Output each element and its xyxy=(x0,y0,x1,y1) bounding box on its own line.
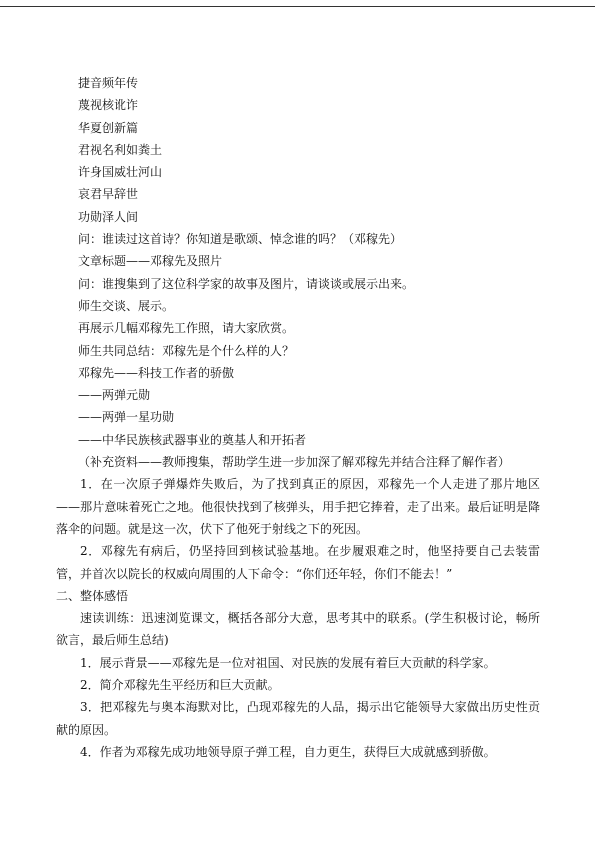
intro-discussion xyxy=(56,228,540,473)
section-paragraph: 4．作者为邓稼先成功地领导原子弹工程，自力更生，获得巨大成就感到骄傲。 xyxy=(80,744,496,759)
section-paragraph: 速读训练：迅速浏览课文，概括各部分大意，思考其中的联系。(学生积极讨论，畅所欲言，最后师生总结) xyxy=(56,611,540,648)
poem-line: 哀君早辞世 xyxy=(78,187,139,202)
section-paragraph: 3．把邓稼先与奥本海默对比，凸现邓稼先的人品，揭示出它能领导大家做出历史性贡献的原因。 xyxy=(56,700,540,737)
poem-line: 捷音频年传 xyxy=(78,76,139,90)
poem-line: 功勋泽人间 xyxy=(78,209,139,224)
page-header-rule xyxy=(0,6,595,7)
honor-line: ——中华民族核武器事业的奠基人和开拓者 xyxy=(78,432,307,447)
poem xyxy=(56,72,540,228)
section-paragraph: 1．展示背景——邓稼先是一位对祖国、对民族的发展有着巨大贡献的科学家。 xyxy=(80,655,496,670)
story-paragraph: 2．邓稼先有病后，仍坚持回到核试验基地。在步履艰难之时，他坚持要自己去装雷管，并首次以院长的权威向周围的人下命令：“你们还年轻，你们不能去！” xyxy=(56,544,540,581)
text-line: 师生共同总结：邓稼先是个什么样的人？ xyxy=(78,343,295,358)
text-line: 文章标题——邓稼先及照片 xyxy=(78,254,223,269)
section-heading: 二、整体感悟 xyxy=(56,588,129,603)
supplement-note: （补充资料——教师搜集，帮助学生进一步加深了解邓稼先并结合注释了解作者） xyxy=(78,455,511,470)
text-line: 再展示几幅邓稼先工作照，请大家欣赏。 xyxy=(78,321,295,336)
text-line: 师生交谈、展示。 xyxy=(78,298,175,313)
poem-line: 许身国威壮河山 xyxy=(78,165,163,180)
poem-line: 蔑视核讹诈 xyxy=(78,98,139,113)
poem-line: 华夏创新篇 xyxy=(78,120,139,135)
honor-line: ——两弹一星功勋 xyxy=(78,410,175,425)
story-paragraph: 1．在一次原子弹爆炸失败后，为了找到真正的原因，邓稼先一个人走进了那片地区——那片意味着死亡之地。他很快找到了核弹头，用手把它捧着，走了出来。最后证明是降落伞的问题。就是这一次，伏下了他死于射线之下的死因。 xyxy=(56,477,540,536)
text-line: 邓稼先——科技工作者的骄傲 xyxy=(78,365,235,380)
document-body xyxy=(56,72,540,763)
overall-section xyxy=(56,607,540,763)
question-line: 问：谁搜集到了这位科学家的故事及图片，请谈谈或展示出来。 xyxy=(78,276,415,291)
poem-line: 君视名利如粪土 xyxy=(78,142,163,157)
question-line: 问：谁读过这首诗？你知道是歌颂、悼念谁的吗？（邓稼先） xyxy=(78,232,403,247)
honor-line: ——两弹元勋 xyxy=(78,388,151,403)
section-paragraph: 2．简介邓稼先生平经历和巨大贡献。 xyxy=(80,678,280,693)
story-section xyxy=(56,473,540,584)
